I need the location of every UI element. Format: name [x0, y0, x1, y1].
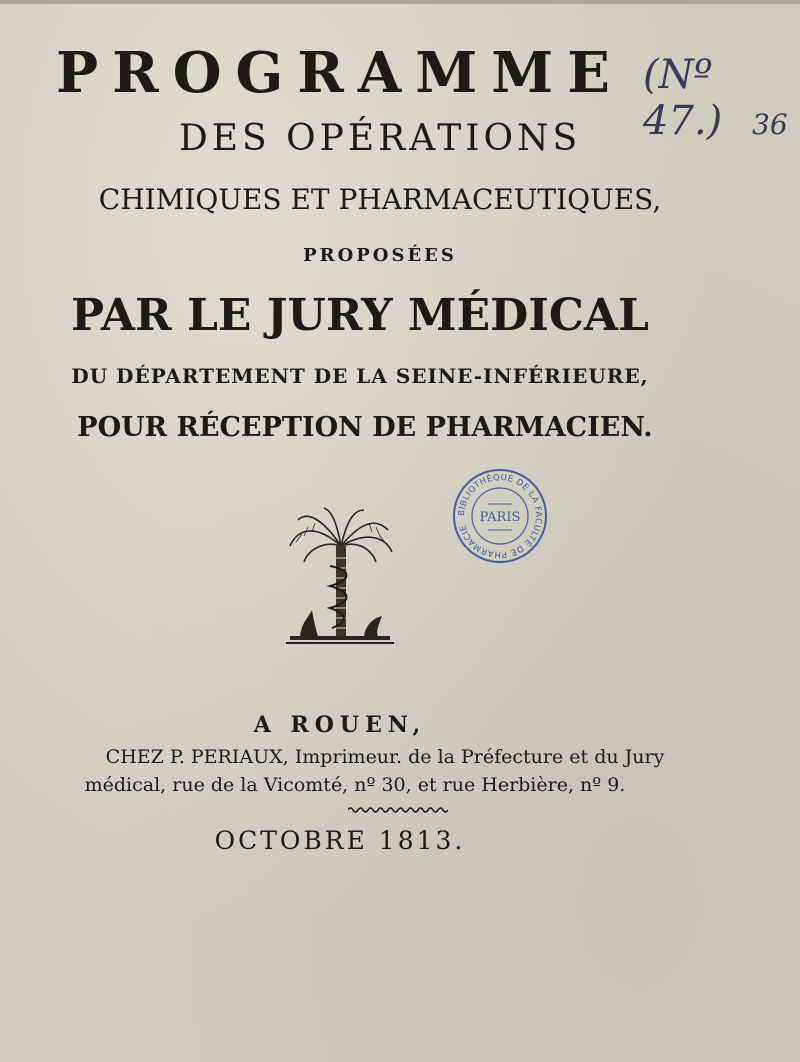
title-reception: POUR RÉCEPTION DE PHARMACIEN. — [77, 412, 653, 443]
title-proposees: PROPOSÉES — [303, 245, 457, 266]
page-top-edge — [0, 0, 800, 4]
title-programme: PROGRAMME — [56, 40, 624, 106]
title-departement: DU DÉPARTEMENT DE LA SEINE-INFÉRIEURE, — [71, 364, 649, 388]
stamp-ring-text: BIBLIOTHÈQUE DE LA FACULTÉ DE PHARMACIE — [456, 472, 544, 560]
handwritten-number: (Nº 47.) — [643, 52, 723, 144]
library-stamp-icon — [450, 466, 550, 566]
handwritten-shelf-mark: 36 — [752, 108, 788, 141]
title-jury-medical: PAR LE JURY MÉDICAL — [71, 290, 649, 341]
title-operations: DES OPÉRATIONS — [178, 118, 582, 159]
wavy-rule-divider — [348, 806, 448, 814]
title-chimiques: CHIMIQUES ET PHARMACEUTIQUES, — [98, 183, 662, 216]
imprint-city: A ROUEN, — [253, 712, 427, 738]
stamp-center-text: PARIS — [479, 510, 521, 525]
palm-tree-serpent-icon — [286, 506, 396, 656]
imprint-printer-line2: médical, rue de la Vicomté, nº 30, et rue Herbière, nº 9. — [84, 774, 626, 796]
imprint-printer-line1: CHEZ P. PERIAUX, Imprimeur. de la Préfecture et du Jury — [105, 746, 665, 768]
imprint-date: OCTOBRE 1813. — [214, 826, 466, 855]
